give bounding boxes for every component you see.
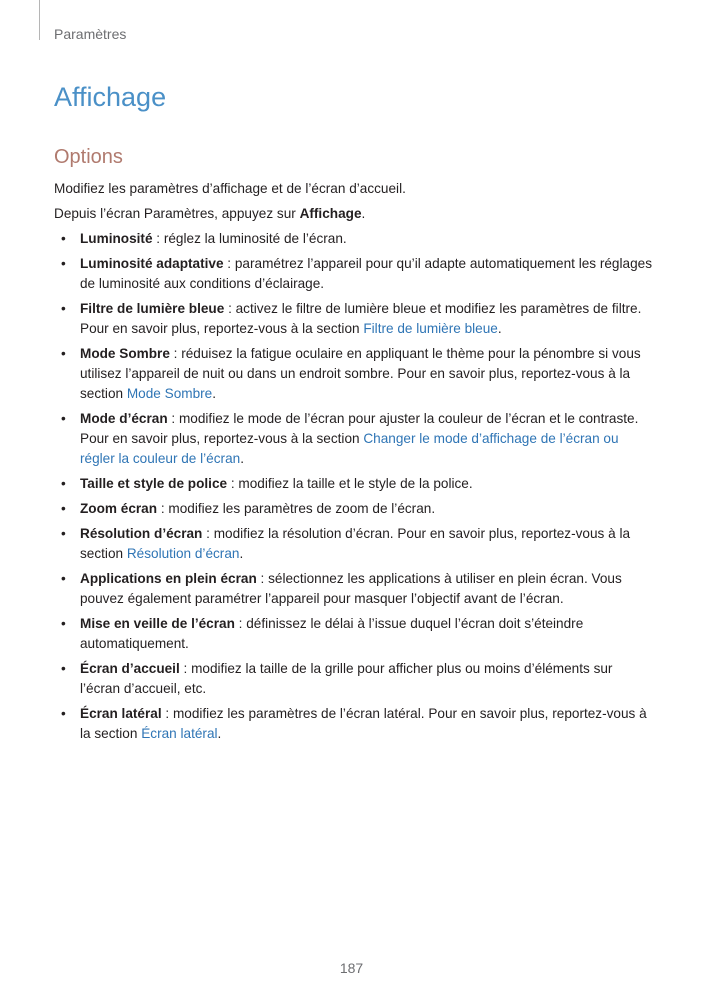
list-item <box>54 229 654 249</box>
option-term: Écran d’accueil <box>80 661 180 676</box>
option-ref-text: Pour en savoir plus, reportez-vous à la section <box>80 431 364 446</box>
option-term: Zoom écran <box>80 501 158 516</box>
list-item <box>54 569 654 609</box>
section-link[interactable]: Écran latéral <box>141 726 218 741</box>
section-title: Options <box>54 146 123 168</box>
option-ref-end: . <box>240 451 244 466</box>
intro-emphasis: Affichage <box>299 206 362 221</box>
option-text: : réglez la luminosité de l’écran. <box>152 231 347 246</box>
list-item <box>54 614 654 654</box>
option-term: Taille et style de police <box>80 476 228 491</box>
bullet-icon: • <box>61 411 66 426</box>
intro-line-2 <box>54 204 654 224</box>
option-text: : paramétrez l’appareil pour qu’il adapte automatiquement les réglages de luminosité aux conditions d’éclairage. <box>80 256 652 291</box>
list-item <box>54 524 654 564</box>
option-text: : réduisez la fatigue oculaire en appliquant le thème pour la pénombre si vous utilisez l’appareil de nuit ou dans un endroit sombre. <box>80 346 641 381</box>
list-item <box>54 474 654 494</box>
option-text: : activez le filtre de lumière bleue et modifiez les paramètres de filtre. <box>224 301 642 316</box>
section-link[interactable]: Changer le mode d’affichage de l’écran ou régler la couleur de l’écran <box>80 431 619 466</box>
option-ref-end: . <box>239 546 244 561</box>
list-item <box>54 659 654 699</box>
option-ref-end: . <box>497 321 502 336</box>
list-item <box>54 254 654 294</box>
intro-line-1: Modifiez les paramètres d’affichage et de l’écran d’accueil. <box>54 181 406 196</box>
option-text: : modifiez la résolution d’écran. <box>202 526 394 541</box>
bullet-icon: • <box>61 571 66 586</box>
option-text: : définissez le délai à l’issue duquel l’écran doit s’éteindre automatiquement. <box>80 616 584 651</box>
bullet-icon: • <box>61 301 66 316</box>
list-item <box>54 299 654 339</box>
bullet-icon: • <box>61 256 66 271</box>
page-number: 187 <box>339 960 364 976</box>
option-term: Luminosité <box>80 231 153 246</box>
option-ref-text: Pour en savoir plus, reportez-vous à la section <box>80 321 364 336</box>
bullet-icon: • <box>61 231 66 246</box>
intro-period: . <box>361 206 366 221</box>
option-ref-end: . <box>217 726 222 741</box>
list-item <box>54 499 654 519</box>
bullet-icon: • <box>61 661 66 676</box>
page-title: Affichage <box>54 82 167 112</box>
option-text: : modifiez la taille de la grille pour afficher plus ou moins d’éléments sur l’écran d’accueil, etc. <box>80 661 613 696</box>
option-term: Écran latéral <box>80 706 162 721</box>
option-text: : modifiez le mode de l’écran pour ajuster la couleur de l’écran et le contraste. <box>167 411 639 426</box>
bullet-icon: • <box>61 616 66 631</box>
option-term: Mode d’écran <box>80 411 168 426</box>
content-body <box>54 179 654 749</box>
list-item <box>54 344 654 404</box>
section-link[interactable]: Filtre de lumière bleue <box>363 321 498 336</box>
option-ref-text: Pour en savoir plus, reportez-vous à la section <box>80 526 631 561</box>
option-text: : modifiez les paramètres de zoom de l’écran. <box>157 501 436 516</box>
option-term: Mise en veille de l’écran <box>80 616 235 631</box>
bullet-icon: • <box>61 501 66 516</box>
option-text: : sélectionnez les applications à utiliser en plein écran. Vous pouvez également paramétrer l’appareil pour masquer l’objectif avant de l’écran. <box>80 571 622 606</box>
option-term: Applications en plein écran <box>80 571 257 586</box>
running-header: Paramètres <box>54 26 127 42</box>
option-ref-end: . <box>212 386 217 401</box>
option-ref-text: Pour en savoir plus, reportez-vous à la section <box>80 706 647 741</box>
intro-text: Depuis l’écran Paramètres, appuyez sur <box>54 206 300 221</box>
options-list <box>54 229 654 744</box>
list-item <box>54 704 654 744</box>
option-term: Luminosité adaptative <box>80 256 224 271</box>
option-ref-text: Pour en savoir plus, reportez-vous à la section <box>80 366 631 401</box>
option-text: : modifiez la taille et le style de la police. <box>227 476 473 491</box>
bullet-icon: • <box>61 476 66 491</box>
option-text: : modifiez les paramètres de l’écran latéral. <box>161 706 425 721</box>
header-divider <box>39 0 40 40</box>
list-item <box>54 409 654 469</box>
section-link[interactable]: Résolution d’écran <box>126 546 240 561</box>
option-term: Mode Sombre <box>80 346 170 361</box>
option-term: Filtre de lumière bleue <box>80 301 225 316</box>
bullet-icon: • <box>61 346 66 361</box>
bullet-icon: • <box>61 526 66 541</box>
option-term: Résolution d’écran <box>80 526 203 541</box>
section-link[interactable]: Mode Sombre <box>126 386 213 401</box>
bullet-icon: • <box>61 706 66 721</box>
